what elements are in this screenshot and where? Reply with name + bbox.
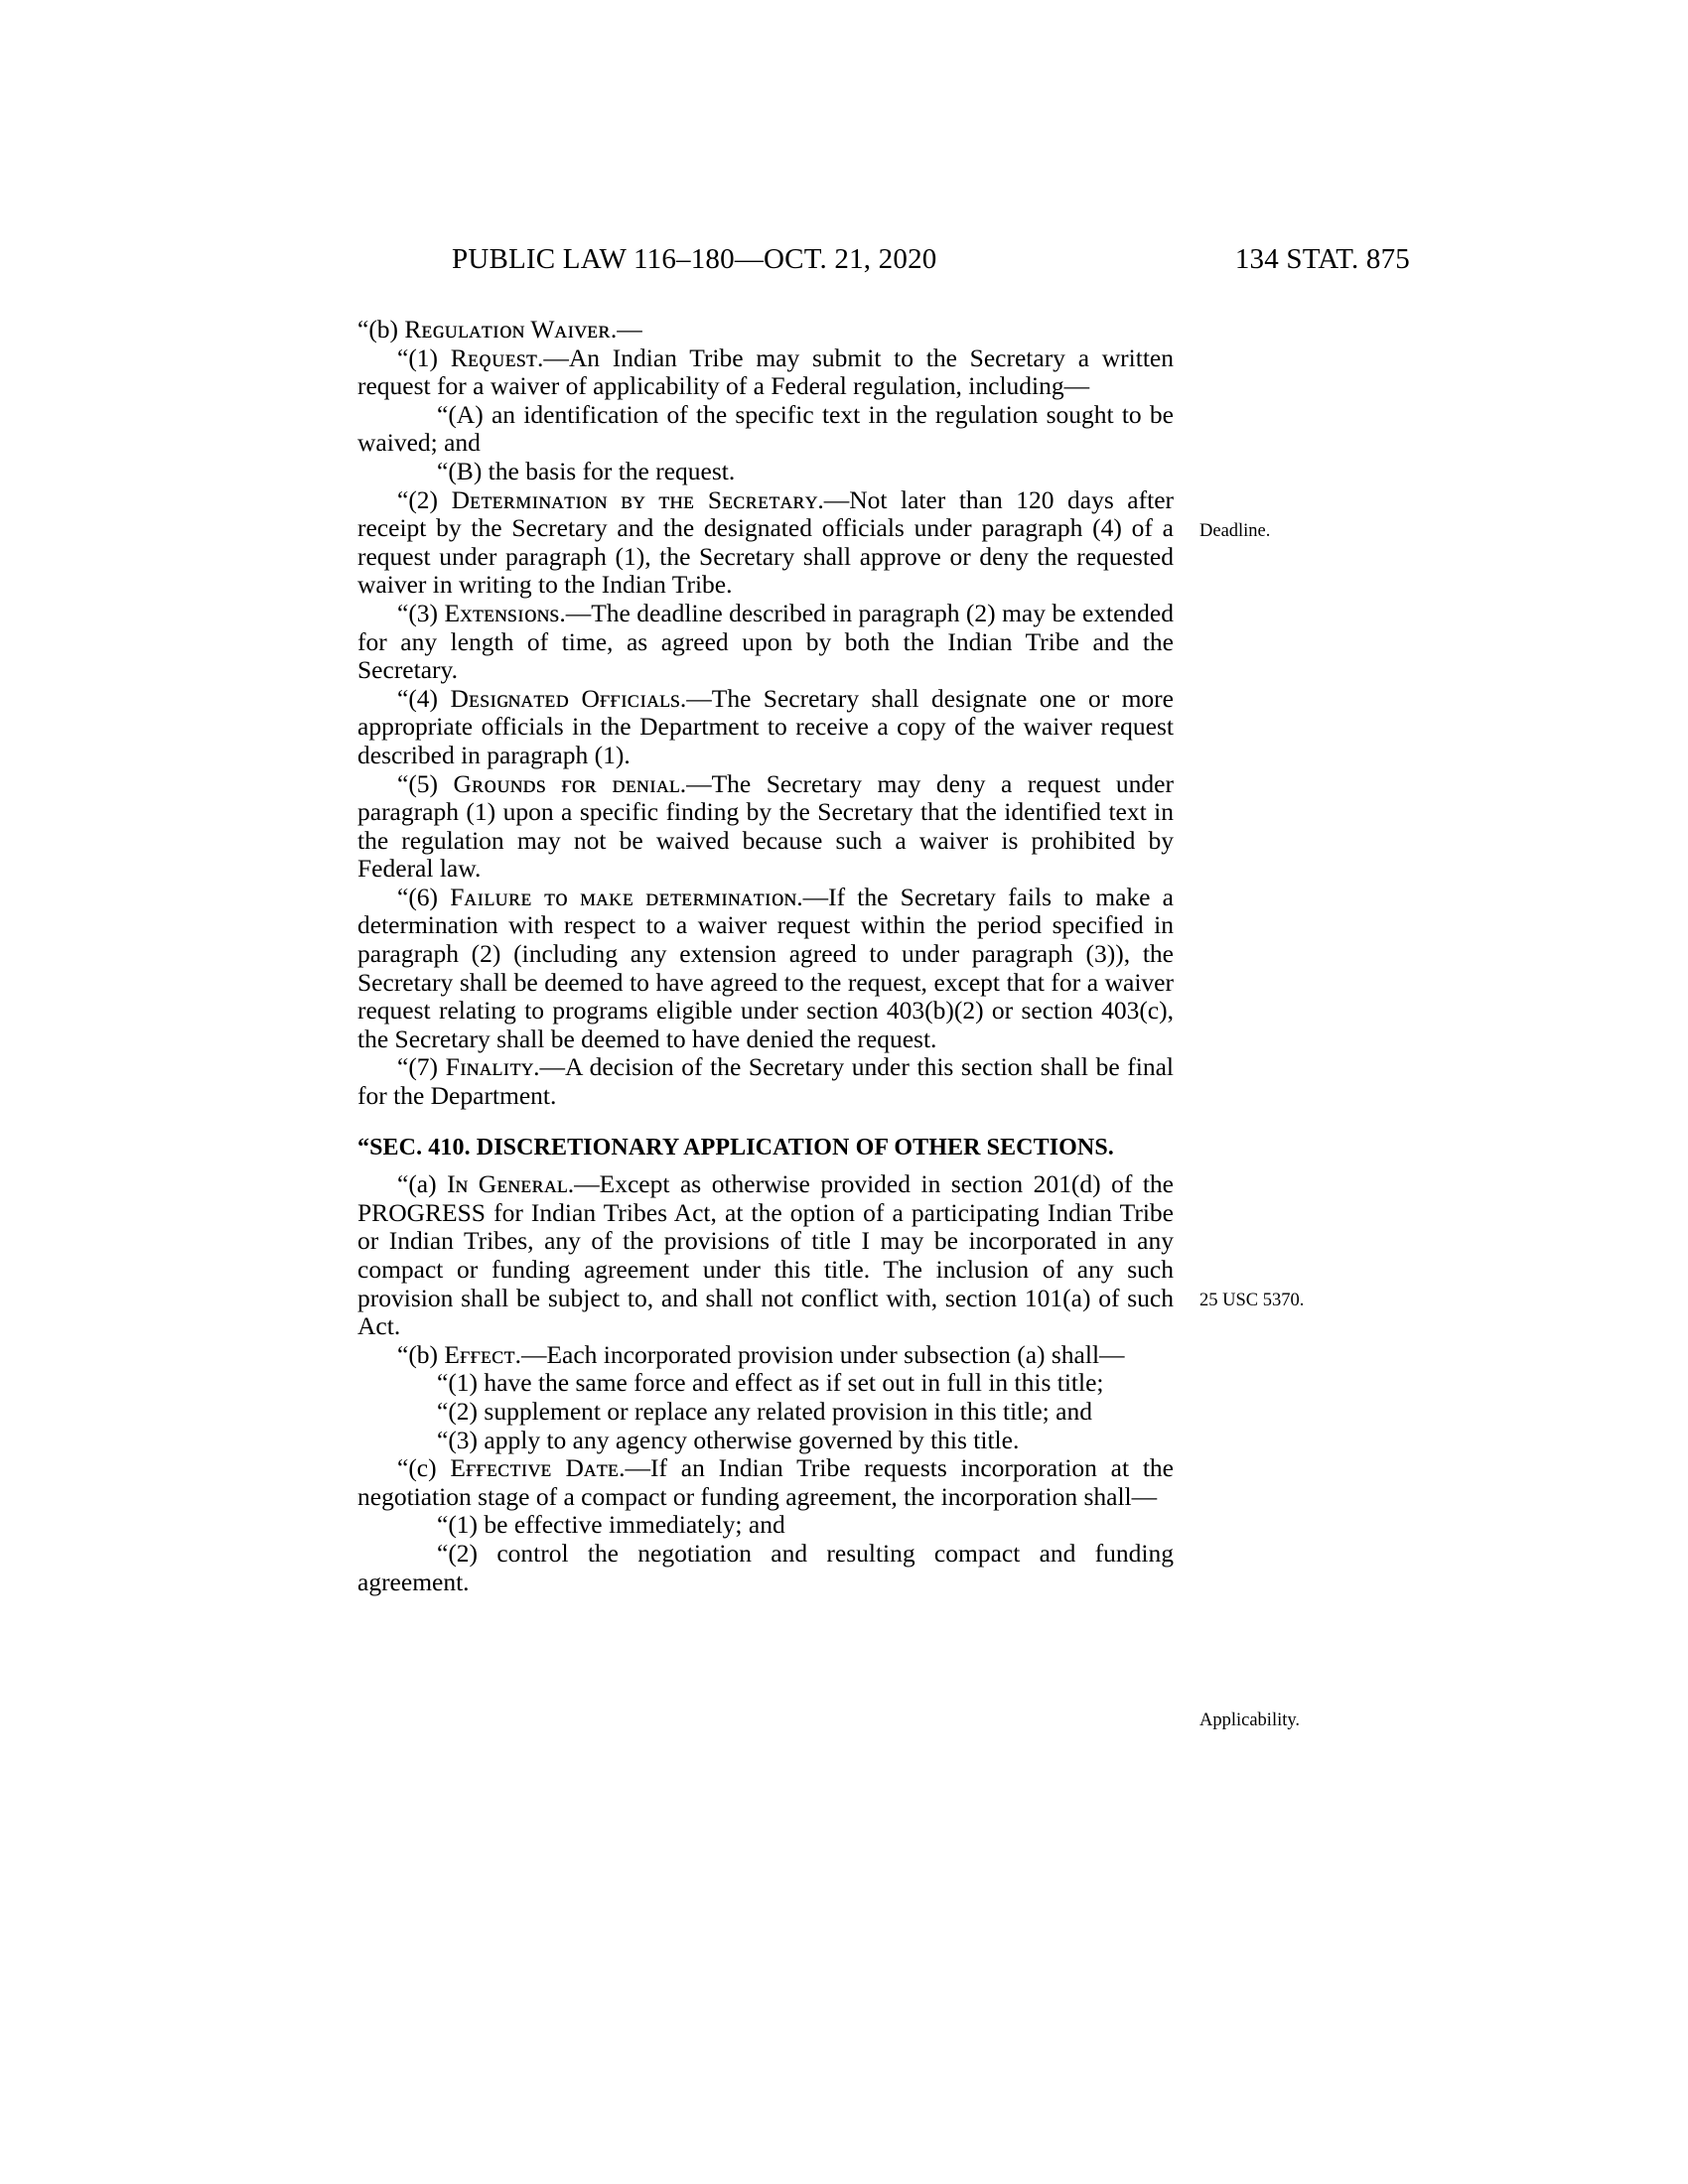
paragraph-b-1-A: “(A) an identification of the specific text in the regulation sought to be waived; and: [357, 399, 1174, 458]
paragraph-b-3: “(3) Eхᴛᴇɴsɪᴏɴs.—The deadline described in paragraph (2) may be extended for any length of time, as agreed upon by both the Indian Tribe and the Secretary.: [357, 598, 1174, 685]
paragraph-410-b-1: “(1) have the same force and effect as if set out in full in this title;: [437, 1368, 1104, 1398]
main-text-column: [357, 316, 1174, 1596]
paragraph-410-c-1: “(1) be effective immediately; and: [437, 1510, 785, 1540]
paragraph-b-5: “(5) Gʀᴏᴜɴᴅs ғᴏʀ ᴅᴇɴɪᴀʟ.—The Secretary may deny a request under paragraph (1) upon a specific finding by the Secretary that the identified text in the regulation may not be waived because such a waiver is prohibited by Federal law.: [357, 768, 1174, 884]
paragraph-b-6: “(6) Fᴀɪʟᴜʀᴇ ᴛᴏ ᴍᴀᴋᴇ ᴅᴇᴛᴇʀᴍɪɴᴀᴛɪᴏɴ.—If the Secretary fails to make a determination with respect to a waiver request within the period specified in paragraph (2) (including any extension agreed to under paragraph (3)), the Secretary shall be deemed to have agreed to the request, except that for a waiver request relating to programs eligible under section 403(b)(2) or section 403(c), the Secretary shall be deemed to have denied the request.: [357, 882, 1174, 1053]
sidenote-usc-citation: 25 USC 5370.: [1199, 1291, 1305, 1310]
section-410-heading: “SEC. 410. DISCRETIONARY APPLICATION OF OTHER SECTIONS.: [357, 1134, 1114, 1160]
paragraph-b-1-B: “(B) the basis for the request.: [437, 456, 736, 485]
paragraph-b-2: “(2) Dᴇᴛᴇʀᴍɪɴᴀᴛɪᴏɴ ʙʏ ᴛʜᴇ Sᴇᴄʀᴇᴛᴀʀʏ.—Not later than 120 days after receipt by the Secretary and the designated officials under paragraph (4) of a request under paragraph (1), the Secretary shall approve or deny the requested waiver in writing to the Indian Tribe.: [357, 484, 1174, 600]
sidenote-deadline: Deadline.: [1199, 521, 1271, 541]
paragraph-410-b-3: “(3) apply to any agency otherwise governed by this title.: [437, 1425, 1020, 1454]
paragraph-410-a: “(a) Iɴ Gᴇɴᴇʀᴀʟ.—Except as otherwise provided in section 201(d) of the PROGRESS for Indian Tribes Act, at the option of a participating Indian Tribe or Indian Tribes, any of the provisions of title I may be incorporated in any compact or funding agreement under this title. The inclusion of any such provision shall be subject to, and shall not conflict with, section 101(a) of such Act.: [357, 1169, 1174, 1341]
paragraph-410-c-2: “(2) control the negotiation and resulting compact and funding agreement.: [357, 1538, 1174, 1596]
paragraph-410-b: “(b) Eғғᴇᴄᴛ.—Each incorporated provision under subsection (a) shall—: [397, 1339, 1125, 1369]
paragraph-b-7: “(7) Fɪɴᴀʟɪᴛʏ.—A decision of the Secretary under this section shall be final for the Department.: [357, 1052, 1174, 1111]
paragraph-b-4: “(4) Dᴇsɪɢɴᴀᴛᴇᴅ Oғғɪᴄɪᴀʟs.—The Secretary shall designate one or more appropriate officials in the Department to receive a copy of the waiver request described in paragraph (1).: [357, 683, 1174, 769]
subsection-b-heading: “(b) Rᴇɢᴜʟᴀᴛɪᴏɴ Wᴀɪᴠᴇʀ.—: [357, 315, 642, 343]
paragraph-410-c: “(c) Eғғᴇᴄᴛɪᴠᴇ Dᴀᴛᴇ.—If an Indian Tribe requests incorporation at the negotiation stage of a compact or funding agreement, the incorporation shall—: [357, 1453, 1174, 1511]
paragraph-410-b-2: “(2) supplement or replace any related provision in this title; and: [437, 1396, 1092, 1426]
paragraph-b-1: “(1) Rᴇǫᴜᴇsᴛ.—An Indian Tribe may submit to the Secretary a written request for a waiver of applicability of a Federal regulation, including—: [357, 342, 1174, 401]
running-head-stat-citation: 134 STAT. 875: [1234, 243, 1410, 275]
running-head-law-citation: PUBLIC LAW 116–180—OCT. 21, 2020: [452, 243, 937, 275]
sidenote-applicability: Applicability.: [1199, 1710, 1301, 1730]
